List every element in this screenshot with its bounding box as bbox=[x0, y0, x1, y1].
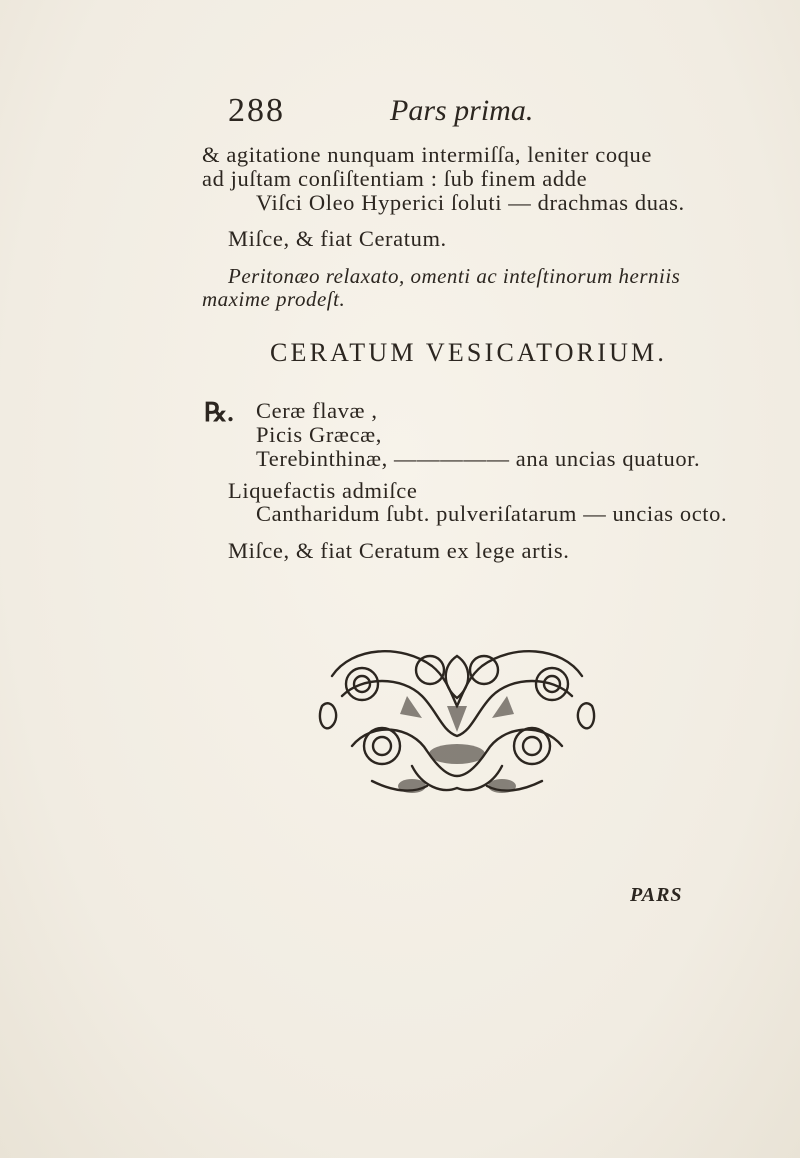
ingredient-line-1: Ceræ flavæ , bbox=[256, 398, 378, 423]
running-title: Pars prima. bbox=[390, 94, 534, 127]
italic-note-line-2: maxime prodeſt. bbox=[202, 287, 346, 311]
body-line-1: & agitatione nunquam intermiſſa, leniter coque bbox=[202, 142, 652, 167]
decorative-tailpiece-ornament bbox=[312, 636, 602, 802]
page-number: 288 bbox=[228, 92, 285, 129]
catchword: PARS bbox=[630, 884, 683, 906]
ingredient-line-3: Terebinthinæ, ————— ana uncias quatuor. bbox=[256, 446, 701, 471]
recipe-symbol: ℞. bbox=[204, 398, 234, 427]
body-line-4: Miſce, & fiat Ceratum. bbox=[228, 226, 447, 251]
body-line-2: ad juſtam conſiſtentiam : ſub finem adde bbox=[202, 166, 588, 191]
instruction-line-3: Miſce, & fiat Ceratum ex lege artis. bbox=[228, 538, 570, 563]
body-line-3: Viſci Oleo Hyperici ſoluti — drachmas duas. bbox=[256, 190, 685, 215]
italic-note-line-1: Peritonæo relaxato, omenti ac inteſtinorum herniis bbox=[228, 264, 681, 288]
ingredient-line-2: Picis Græcæ, bbox=[256, 422, 382, 447]
instruction-line-1: Liquefactis admiſce bbox=[228, 478, 418, 503]
recipe-title: CERATUM VESICATORIUM. bbox=[270, 338, 668, 367]
instruction-line-2: Cantharidum ſubt. pulveriſatarum — uncias octo. bbox=[256, 501, 728, 526]
